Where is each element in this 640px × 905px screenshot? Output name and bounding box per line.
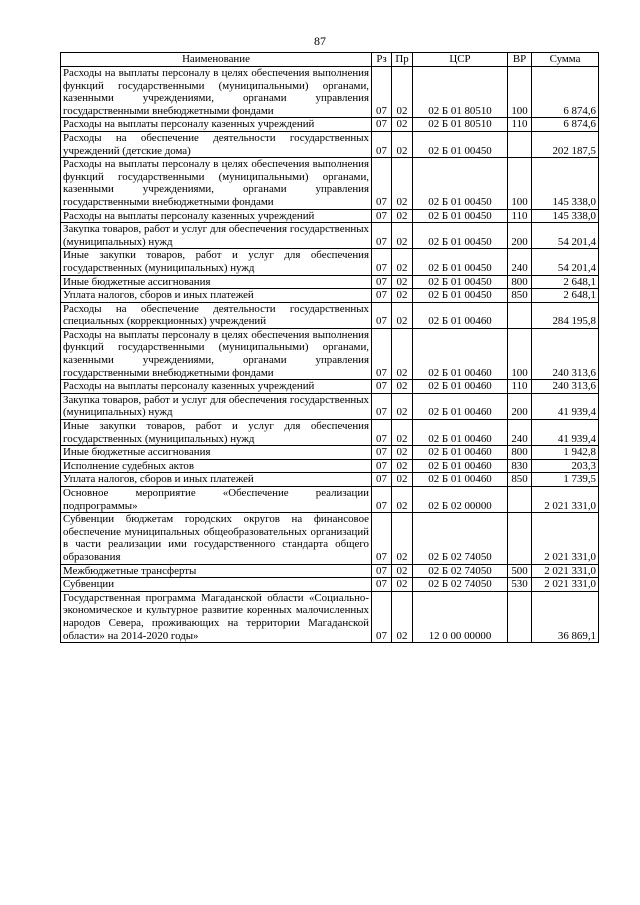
budget-table — [60, 52, 599, 643]
table-row — [61, 275, 599, 289]
cell-sum: 2 021 331,0 — [532, 487, 599, 513]
cell-csr: 02 Б 02 74050 — [413, 564, 508, 578]
cell-csr: 02 Б 01 00450 — [413, 209, 508, 223]
cell-name: Иные закупки товаров, работ и услуг для обеспечения государственных (муниципальных) нужд — [61, 249, 372, 275]
cell-sum: 41 939,4 — [532, 393, 599, 419]
cell-rz: 07 — [372, 380, 392, 394]
cell-pr: 02 — [392, 289, 413, 303]
cell-vr: 500 — [508, 564, 532, 578]
cell-vr: 800 — [508, 446, 532, 460]
cell-vr — [508, 487, 532, 513]
cell-sum: 145 338,0 — [532, 158, 599, 209]
cell-vr: 530 — [508, 578, 532, 592]
cell-vr — [508, 591, 532, 642]
cell-pr: 02 — [392, 513, 413, 564]
table-row — [61, 131, 599, 157]
header-name: Наименование — [61, 53, 372, 67]
cell-name: Закупка товаров, работ и услуг для обеспечения государственных (муниципальных) нужд — [61, 223, 372, 249]
cell-csr: 02 Б 01 00460 — [413, 420, 508, 446]
cell-vr: 830 — [508, 459, 532, 473]
cell-sum: 2 648,1 — [532, 289, 599, 303]
cell-csr: 02 Б 01 00450 — [413, 275, 508, 289]
cell-pr: 02 — [392, 249, 413, 275]
cell-pr: 02 — [392, 223, 413, 249]
table-row — [61, 578, 599, 592]
cell-sum: 6 874,6 — [532, 67, 599, 118]
cell-rz: 07 — [372, 275, 392, 289]
cell-name: Уплата налогов, сборов и иных платежей — [61, 289, 372, 303]
table-row — [61, 328, 599, 379]
cell-rz: 07 — [372, 158, 392, 209]
table-row — [61, 487, 599, 513]
table-row — [61, 67, 599, 118]
cell-name: Межбюджетные трансферты — [61, 564, 372, 578]
cell-csr: 02 Б 01 00460 — [413, 302, 508, 328]
cell-name: Основное мероприятие «Обеспечение реализации подпрограммы» — [61, 487, 372, 513]
cell-sum: 1 942,8 — [532, 446, 599, 460]
cell-name: Государственная программа Магаданской области «Социально-экономическое и культурное развитие коренных малочисленных народов Севера, проживающих на территории Магаданской области» на 2014-2020 годы» — [61, 591, 372, 642]
cell-csr: 02 Б 02 74050 — [413, 513, 508, 564]
cell-sum: 202 187,5 — [532, 131, 599, 157]
cell-csr: 02 Б 01 00450 — [413, 131, 508, 157]
cell-vr: 850 — [508, 473, 532, 487]
cell-name: Иные бюджетные ассигнования — [61, 446, 372, 460]
cell-sum: 203,3 — [532, 459, 599, 473]
cell-name: Уплата налогов, сборов и иных платежей — [61, 473, 372, 487]
cell-pr: 02 — [392, 393, 413, 419]
table-row — [61, 289, 599, 303]
cell-rz: 07 — [372, 487, 392, 513]
cell-rz: 07 — [372, 420, 392, 446]
cell-vr — [508, 513, 532, 564]
table-row — [61, 446, 599, 460]
table-row — [61, 393, 599, 419]
cell-csr: 02 Б 01 00460 — [413, 473, 508, 487]
cell-sum: 54 201,4 — [532, 223, 599, 249]
cell-csr: 12 0 00 00000 — [413, 591, 508, 642]
header-rz: Рз — [372, 53, 392, 67]
cell-pr: 02 — [392, 275, 413, 289]
cell-vr: 240 — [508, 249, 532, 275]
cell-csr: 02 Б 01 00460 — [413, 459, 508, 473]
cell-pr: 02 — [392, 67, 413, 118]
cell-name: Субвенции — [61, 578, 372, 592]
cell-rz: 07 — [372, 393, 392, 419]
cell-pr: 02 — [392, 118, 413, 132]
cell-pr: 02 — [392, 591, 413, 642]
cell-vr — [508, 302, 532, 328]
cell-pr: 02 — [392, 446, 413, 460]
cell-name: Расходы на выплаты персоналу в целях обеспечения выполнения функций государственными (муниципальными) органами, казенными учреждениями, органами управления государственными внебюджетными фондами — [61, 158, 372, 209]
cell-sum: 2 021 331,0 — [532, 564, 599, 578]
cell-vr: 200 — [508, 393, 532, 419]
table-row — [61, 158, 599, 209]
cell-name: Расходы на выплаты персоналу в целях обеспечения выполнения функций государственными (муниципальными) органами, казенными учреждениями, органами управления государственными внебюджетными фондами — [61, 328, 372, 379]
cell-rz: 07 — [372, 131, 392, 157]
header-vr: ВР — [508, 53, 532, 67]
cell-name: Расходы на выплаты персоналу в целях обеспечения выполнения функций государственными (муниципальными) органами, казенными учреждениями, органами управления государственными внебюджетными фондами — [61, 67, 372, 118]
cell-sum: 54 201,4 — [532, 249, 599, 275]
cell-vr: 800 — [508, 275, 532, 289]
page-number: 87 — [314, 34, 326, 48]
cell-rz: 07 — [372, 328, 392, 379]
table-row — [61, 302, 599, 328]
cell-sum: 284 195,8 — [532, 302, 599, 328]
cell-pr: 02 — [392, 328, 413, 379]
table-row — [61, 249, 599, 275]
cell-csr: 02 Б 01 80510 — [413, 118, 508, 132]
cell-rz: 07 — [372, 564, 392, 578]
cell-vr: 110 — [508, 380, 532, 394]
cell-name: Расходы на обеспечение деятельности государственных специальных (коррекционных) учреждений — [61, 302, 372, 328]
table-row — [61, 420, 599, 446]
table-row — [61, 118, 599, 132]
cell-pr: 02 — [392, 487, 413, 513]
cell-rz: 07 — [372, 249, 392, 275]
cell-name: Закупка товаров, работ и услуг для обеспечения государственных (муниципальных) нужд — [61, 393, 372, 419]
cell-name: Иные бюджетные ассигнования — [61, 275, 372, 289]
cell-csr: 02 Б 01 00460 — [413, 393, 508, 419]
cell-csr: 02 Б 01 00450 — [413, 249, 508, 275]
cell-sum: 145 338,0 — [532, 209, 599, 223]
cell-pr: 02 — [392, 420, 413, 446]
cell-pr: 02 — [392, 473, 413, 487]
table-row — [61, 513, 599, 564]
cell-pr: 02 — [392, 564, 413, 578]
cell-pr: 02 — [392, 578, 413, 592]
cell-pr: 02 — [392, 131, 413, 157]
cell-rz: 07 — [372, 591, 392, 642]
cell-csr: 02 Б 02 00000 — [413, 487, 508, 513]
cell-csr: 02 Б 01 00450 — [413, 158, 508, 209]
cell-pr: 02 — [392, 459, 413, 473]
cell-sum: 1 739,5 — [532, 473, 599, 487]
table-row — [61, 591, 599, 642]
cell-rz: 07 — [372, 67, 392, 118]
cell-rz: 07 — [372, 513, 392, 564]
cell-name: Расходы на обеспечение деятельности государственных учреждений (детские дома) — [61, 131, 372, 157]
cell-csr: 02 Б 01 00460 — [413, 446, 508, 460]
cell-sum: 240 313,6 — [532, 380, 599, 394]
cell-rz: 07 — [372, 223, 392, 249]
cell-csr: 02 Б 01 80510 — [413, 67, 508, 118]
cell-sum: 240 313,6 — [532, 328, 599, 379]
cell-pr: 02 — [392, 158, 413, 209]
cell-sum: 36 869,1 — [532, 591, 599, 642]
cell-vr: 100 — [508, 158, 532, 209]
cell-rz: 07 — [372, 459, 392, 473]
cell-vr: 110 — [508, 209, 532, 223]
cell-name: Исполнение судебных актов — [61, 459, 372, 473]
cell-vr: 200 — [508, 223, 532, 249]
cell-sum: 2 648,1 — [532, 275, 599, 289]
cell-sum: 2 021 331,0 — [532, 513, 599, 564]
cell-sum: 41 939,4 — [532, 420, 599, 446]
table-header-row — [61, 53, 599, 67]
cell-csr: 02 Б 01 00450 — [413, 223, 508, 249]
cell-rz: 07 — [372, 118, 392, 132]
header-sum: Сумма — [532, 53, 599, 67]
cell-sum: 6 874,6 — [532, 118, 599, 132]
cell-name: Расходы на выплаты персоналу казенных учреждений — [61, 209, 372, 223]
cell-name: Расходы на выплаты персоналу казенных учреждений — [61, 118, 372, 132]
cell-pr: 02 — [392, 302, 413, 328]
table-row — [61, 459, 599, 473]
header-csr: ЦСР — [413, 53, 508, 67]
cell-vr: 100 — [508, 67, 532, 118]
cell-vr: 240 — [508, 420, 532, 446]
table-body — [61, 67, 599, 643]
cell-rz: 07 — [372, 302, 392, 328]
cell-rz: 07 — [372, 289, 392, 303]
cell-vr: 850 — [508, 289, 532, 303]
cell-name: Субвенции бюджетам городских округов на финансовое обеспечение муниципальных общеобразовательных организаций в части реализации ими государственного стандарта общего образования — [61, 513, 372, 564]
cell-vr: 100 — [508, 328, 532, 379]
cell-rz: 07 — [372, 473, 392, 487]
table-row — [61, 564, 599, 578]
cell-pr: 02 — [392, 209, 413, 223]
cell-name: Расходы на выплаты персоналу казенных учреждений — [61, 380, 372, 394]
header-pr: Пр — [392, 53, 413, 67]
cell-vr: 110 — [508, 118, 532, 132]
cell-sum: 2 021 331,0 — [532, 578, 599, 592]
cell-csr: 02 Б 01 00460 — [413, 380, 508, 394]
cell-pr: 02 — [392, 380, 413, 394]
table-row — [61, 473, 599, 487]
cell-csr: 02 Б 01 00450 — [413, 289, 508, 303]
table-row — [61, 209, 599, 223]
table-row — [61, 223, 599, 249]
cell-csr: 02 Б 02 74050 — [413, 578, 508, 592]
table-row — [61, 380, 599, 394]
cell-csr: 02 Б 01 00460 — [413, 328, 508, 379]
cell-vr — [508, 131, 532, 157]
cell-rz: 07 — [372, 446, 392, 460]
cell-rz: 07 — [372, 209, 392, 223]
cell-rz: 07 — [372, 578, 392, 592]
cell-name: Иные закупки товаров, работ и услуг для обеспечения государственных (муниципальных) нужд — [61, 420, 372, 446]
